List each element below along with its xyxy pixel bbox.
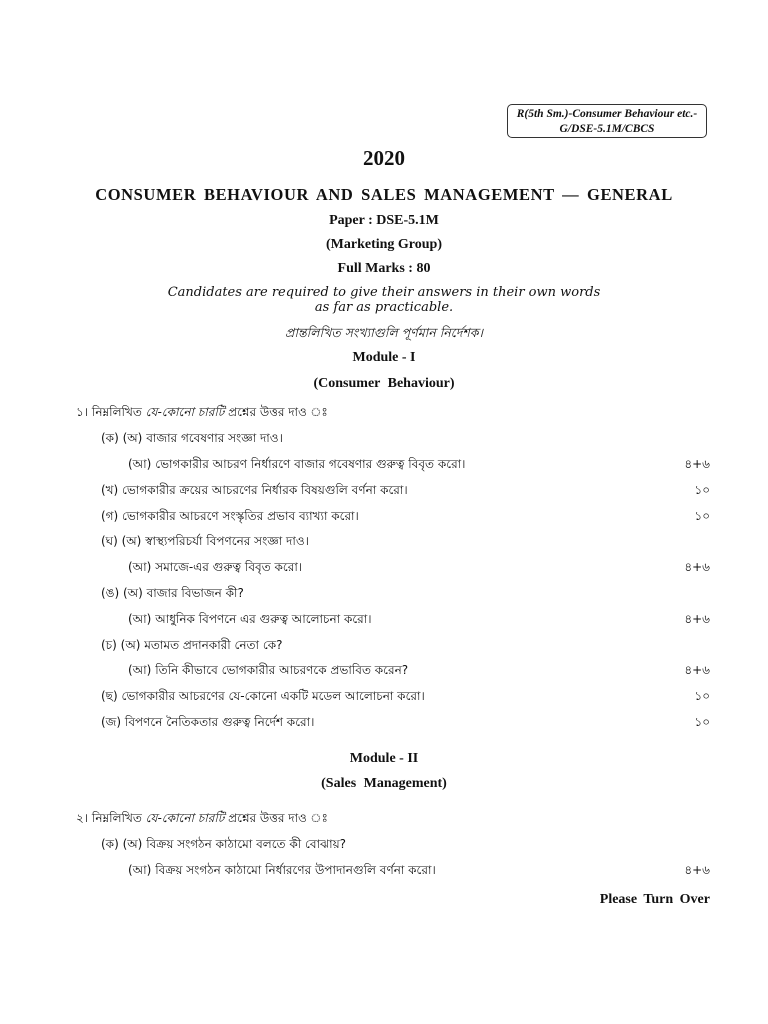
module2-title: Module - II bbox=[349, 751, 419, 766]
item-text: বিক্রয় সংগঠন কাঠামো বলতে কী বোঝায়? bbox=[146, 837, 347, 851]
sub-label: (আ) bbox=[128, 457, 152, 471]
question-emphasis: যে-কোনো চারটি bbox=[145, 811, 225, 825]
q1-ga: (গ) ভোগকারীর আচরণে সংস্কৃতির প্রভাব ব্যাখ্যা করো। bbox=[101, 509, 359, 523]
question-emphasis: যে-কোনো চারটি bbox=[145, 405, 225, 419]
q1-ga-marks: ১০ bbox=[694, 509, 710, 523]
instruction-bengali: প্রান্তলিখিত সংখ্যাগুলি পূর্ণমান নির্দেশক। bbox=[285, 325, 483, 340]
module1-title: Module - I bbox=[352, 350, 416, 365]
exam-year: 2020 bbox=[363, 146, 405, 170]
question-number: ২। bbox=[76, 811, 89, 825]
item-text: তিনি কীভাবে ভোগকারীর আচরণকে প্রভাবিত করেন? bbox=[155, 663, 409, 677]
instruction-line2: as far as practicable. bbox=[314, 300, 454, 315]
sub-label: (অ) bbox=[120, 638, 141, 652]
item-label: (ঙ) bbox=[101, 586, 120, 600]
item-text: বাজার গবেষণার সংজ্ঞা দাও। bbox=[146, 431, 283, 445]
paper-code-line2: G/DSE-5.1M/CBCS bbox=[559, 123, 655, 135]
paper-code: Paper : DSE-5.1M bbox=[329, 213, 439, 228]
sub-label: (আ) bbox=[128, 863, 152, 877]
q1-kha-marks: ১০ bbox=[694, 483, 710, 497]
question-text-post: প্রশ্নের উত্তর দাও ঃ bbox=[228, 405, 328, 419]
sub-label: (আ) bbox=[128, 663, 152, 677]
instructions bbox=[0, 285, 768, 315]
item-text: বাজার বিভাজন কী? bbox=[146, 586, 244, 600]
q1-ka-marks: ৪+৬ bbox=[684, 457, 710, 471]
instruction-line1: Candidates are required to give their answers in their own words bbox=[167, 285, 601, 300]
q2-ka-a bbox=[101, 836, 346, 856]
item-text: সমাজে-এর গুরুত্ব বিবৃত করো। bbox=[155, 560, 303, 574]
question-text-post: প্রশ্নের উত্তর দাও ঃ bbox=[228, 811, 328, 825]
item-label: (ঘ) bbox=[101, 534, 118, 548]
question-text-pre: নিম্নলিখিত bbox=[91, 811, 142, 825]
sub-label: (অ) bbox=[121, 534, 142, 548]
q1-gha-a bbox=[101, 533, 309, 553]
item-label: (ক) bbox=[101, 431, 119, 445]
q1-unga-a bbox=[101, 585, 244, 605]
item-text: স্বাস্থ্যপরিচর্যা বিপণনের সংজ্ঞা দাও। bbox=[145, 534, 309, 548]
module1-subtitle: (Consumer Behaviour) bbox=[313, 376, 455, 391]
q1-gha-aa bbox=[128, 559, 302, 579]
full-marks: Full Marks : 80 bbox=[337, 261, 431, 276]
q2-ka-marks: ৪+৬ bbox=[684, 863, 710, 877]
exam-title: CONSUMER BEHAVIOUR AND SALES MANAGEMENT — GENERAL bbox=[95, 185, 673, 204]
sub-label: (অ) bbox=[123, 586, 143, 600]
please-turn-over: Please Turn Over bbox=[599, 892, 710, 907]
question-text-pre: নিম্নলিখিত bbox=[91, 405, 142, 419]
q1-gha-marks: ৪+৬ bbox=[684, 560, 710, 574]
q1-unga-marks: ৪+৬ bbox=[684, 612, 710, 626]
item-label: (ক) bbox=[101, 837, 119, 851]
q1-ja-marks: ১০ bbox=[694, 715, 710, 729]
sub-label: (আ) bbox=[128, 560, 152, 574]
paper-group: (Marketing Group) bbox=[325, 237, 442, 252]
question-number: ১। bbox=[76, 405, 89, 419]
item-text: বিক্রয় সংগঠন কাঠামো নির্ধারণের উপাদানগুলি বর্ণনা করো। bbox=[155, 863, 436, 877]
q1-chha: (ছ) ভোগকারীর আচরণের যে-কোনো একটি মডেল আলোচনা করো। bbox=[101, 689, 425, 703]
paper-code-box bbox=[507, 104, 707, 138]
item-text: ভোগকারীর আচরণ নির্ধারণে বাজার গবেষণার গুরুত্ব বিবৃত করো। bbox=[155, 457, 466, 471]
sub-label: (অ) bbox=[122, 431, 143, 445]
sub-label: (আ) bbox=[128, 612, 152, 626]
q1-cha-aa bbox=[128, 662, 408, 682]
item-text: আধুনিক বিপণনে এর গুরুত্ব আলোচনা করো। bbox=[155, 612, 372, 626]
question-2 bbox=[76, 810, 328, 830]
paper-code-line1: R(5th Sm.)-Consumer Behaviour etc.- bbox=[516, 108, 698, 120]
q1-cha-a bbox=[101, 637, 282, 657]
question-1 bbox=[76, 404, 328, 424]
item-label: (চ) bbox=[101, 638, 117, 652]
module2-subtitle: (Sales Management) bbox=[321, 776, 447, 791]
q1-ka-aa bbox=[128, 456, 465, 476]
q1-kha: (খ) ভোগকারীর ক্রয়ের আচরণের নির্ধারক বিষয়গুলি বর্ণনা করো। bbox=[101, 483, 408, 497]
q2-ka-aa bbox=[128, 862, 436, 882]
sub-label: (অ) bbox=[122, 837, 143, 851]
q1-chha-marks: ১০ bbox=[694, 689, 710, 703]
q1-ja: (জ) বিপণনে নৈতিকতার গুরুত্ব নির্দেশ করো। bbox=[101, 715, 315, 729]
q1-cha-marks: ৪+৬ bbox=[684, 663, 710, 677]
q1-ka-a bbox=[101, 430, 283, 450]
item-text: মতামত প্রদানকারী নেতা কে? bbox=[144, 638, 283, 652]
q1-unga-aa bbox=[128, 611, 372, 631]
